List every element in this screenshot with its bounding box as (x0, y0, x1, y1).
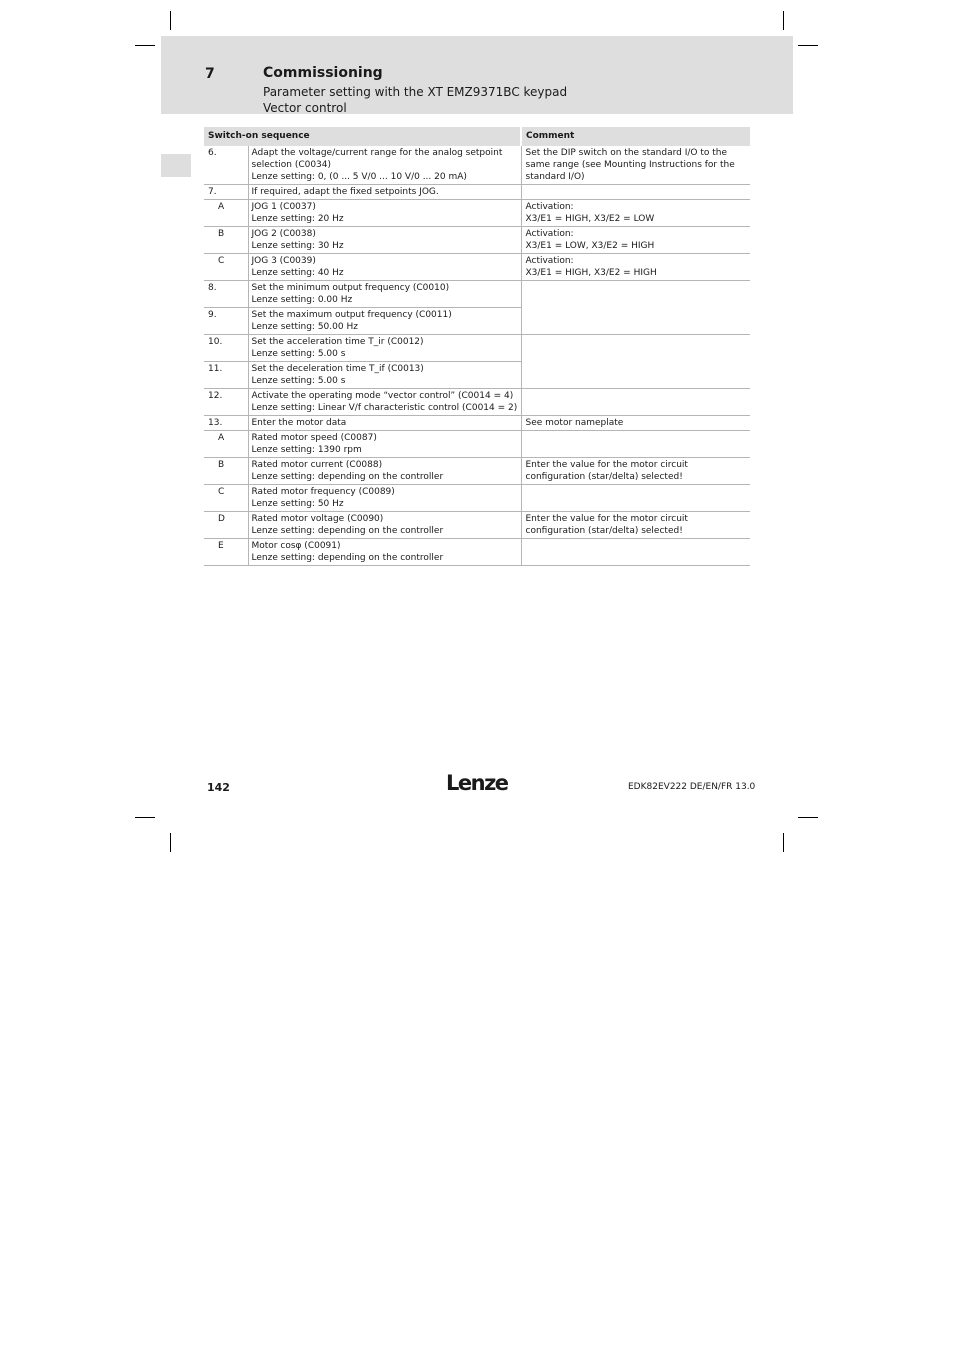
description-line: Rated motor speed (C0087) (251, 433, 377, 443)
step-number: 9. (204, 308, 248, 335)
step-comment (521, 416, 750, 431)
table-row (204, 485, 750, 512)
step-description (248, 458, 521, 485)
step-description (248, 281, 521, 308)
table-row (204, 458, 750, 485)
crop-mark (783, 11, 784, 30)
comment-line: X3/E1 = HIGH, X3/E2 = LOW (525, 214, 655, 224)
comment-line: See motor nameplate (525, 418, 624, 428)
step-number: B (204, 227, 248, 254)
step-comment (521, 512, 750, 539)
description-line: Lenze setting: depending on the controller (251, 526, 444, 536)
description-line: JOG 3 (C0039) (251, 256, 316, 266)
step-description (248, 431, 521, 458)
description-line: Lenze setting: 30 Hz (251, 241, 344, 251)
step-number: 12. (204, 389, 248, 416)
description-line: JOG 2 (C0038) (251, 229, 316, 239)
step-number: 10. (204, 335, 248, 362)
step-number: 13. (204, 416, 248, 431)
step-number: D (204, 512, 248, 539)
table-row (204, 281, 750, 308)
comment-line: Activation: (525, 229, 574, 239)
step-number: E (204, 539, 248, 566)
crop-mark (170, 833, 171, 852)
comment-line: Activation: (525, 256, 574, 266)
description-line: Motor cosφ (C0091) (251, 541, 341, 551)
table-row (204, 227, 750, 254)
description-line: Lenze setting: 20 Hz (251, 214, 344, 224)
step-description (248, 416, 521, 431)
table-row (204, 512, 750, 539)
description-line: Activate the operating mode “vector control” (C0014 = 4) (251, 391, 514, 401)
crop-mark (798, 45, 818, 46)
description-line: Lenze setting: 0.00 Hz (251, 295, 353, 305)
column-header-comment: Comment (521, 127, 750, 146)
table-row (204, 416, 750, 431)
step-comment (521, 458, 750, 485)
step-number: A (204, 431, 248, 458)
step-number: C (204, 485, 248, 512)
step-description (248, 185, 521, 200)
subtitle-line-2: Vector control (263, 101, 347, 115)
description-line: Lenze setting: 50 Hz (251, 499, 344, 509)
description-line: Lenze setting: Linear V/f characteristic control (C0014 = 2) (251, 403, 518, 413)
step-number: A (204, 200, 248, 227)
step-number: 6. (204, 146, 248, 185)
step-description (248, 485, 521, 512)
step-comment (521, 185, 750, 200)
step-description (248, 362, 521, 389)
step-comment (521, 335, 750, 362)
comment-line: X3/E1 = LOW, X3/E2 = HIGH (525, 241, 655, 251)
description-line: Lenze setting: 5.00 s (251, 349, 346, 359)
step-comment (521, 431, 750, 458)
crop-mark (783, 833, 784, 852)
step-comment (521, 227, 750, 254)
description-line: If required, adapt the fixed setpoints JOG. (251, 187, 439, 197)
comment-line: Activation: (525, 202, 574, 212)
step-number: C (204, 254, 248, 281)
step-comment (521, 362, 750, 389)
description-line: Lenze setting: 50.00 Hz (251, 322, 358, 332)
step-number: 8. (204, 281, 248, 308)
description-line: Lenze setting: 40 Hz (251, 268, 344, 278)
crop-mark (135, 45, 155, 46)
description-line: Rated motor voltage (C0090) (251, 514, 384, 524)
comment-line: Enter the value for the motor circuit configuration (star/delta) selected! (525, 460, 688, 482)
comment-line: Set the DIP switch on the standard I/O to the same range (see Mounting Instructions for the standard I/O) (525, 148, 735, 182)
comment-line: Enter the value for the motor circuit configuration (star/delta) selected! (525, 514, 688, 536)
table-row (204, 335, 750, 362)
page-number: 142 (207, 781, 230, 794)
switch-on-sequence-table (204, 127, 750, 566)
step-description (248, 200, 521, 227)
description-line: JOG 1 (C0037) (251, 202, 316, 212)
step-description (248, 227, 521, 254)
document-id: EDK82EV222 DE/EN/FR 13.0 (628, 782, 756, 792)
step-description (248, 539, 521, 566)
table-header-row (204, 127, 750, 146)
table-row (204, 539, 750, 566)
description-line: Lenze setting: 1390 rpm (251, 445, 362, 455)
description-line: Set the deceleration time T_if (C0013) (251, 364, 424, 374)
header-band (161, 36, 793, 114)
description-line: Lenze setting: depending on the controller (251, 553, 444, 563)
lenze-logo: Lenze (446, 771, 508, 795)
comment-line: X3/E1 = HIGH, X3/E2 = HIGH (525, 268, 657, 278)
step-description (248, 512, 521, 539)
step-comment (521, 200, 750, 227)
step-comment (521, 308, 750, 335)
step-description (248, 254, 521, 281)
step-comment (521, 485, 750, 512)
step-number: 11. (204, 362, 248, 389)
step-comment (521, 254, 750, 281)
description-line: Enter the motor data (251, 418, 347, 428)
step-comment (521, 281, 750, 308)
table-row (204, 308, 750, 335)
description-line: Lenze setting: 5.00 s (251, 376, 346, 386)
step-number: B (204, 458, 248, 485)
table-body (204, 146, 750, 566)
description-line: Rated motor frequency (C0089) (251, 487, 395, 497)
step-comment (521, 146, 750, 185)
description-line: Set the maximum output frequency (C0011) (251, 310, 452, 320)
step-comment (521, 539, 750, 566)
side-tab-marker (161, 154, 191, 177)
description-line: Adapt the voltage/current range for the analog setpoint selection (C0034) (251, 148, 503, 170)
subtitle-line-1: Parameter setting with the XT EMZ9371BC keypad (263, 85, 568, 99)
crop-mark (170, 11, 171, 30)
step-description (248, 146, 521, 185)
step-description (248, 335, 521, 362)
description-line: Rated motor current (C0088) (251, 460, 383, 470)
table-row (204, 146, 750, 185)
table-row (204, 254, 750, 281)
table-row (204, 200, 750, 227)
column-header-sequence: Switch-on sequence (204, 127, 521, 146)
crop-mark (798, 817, 818, 818)
table-row (204, 389, 750, 416)
description-line: Set the acceleration time T_ir (C0012) (251, 337, 424, 347)
step-description (248, 308, 521, 335)
description-line: Set the minimum output frequency (C0010) (251, 283, 450, 293)
step-number: 7. (204, 185, 248, 200)
description-line: Lenze setting: 0, (0 ... 5 V/0 ... 10 V/0 ... 20 mA) (251, 172, 467, 182)
step-comment (521, 389, 750, 416)
table-row (204, 362, 750, 389)
table-row (204, 185, 750, 200)
crop-mark (135, 817, 155, 818)
chapter-number: 7 (205, 66, 215, 82)
step-description (248, 389, 521, 416)
chapter-title: Commissioning (263, 65, 383, 81)
table-row (204, 431, 750, 458)
description-line: Lenze setting: depending on the controller (251, 472, 444, 482)
